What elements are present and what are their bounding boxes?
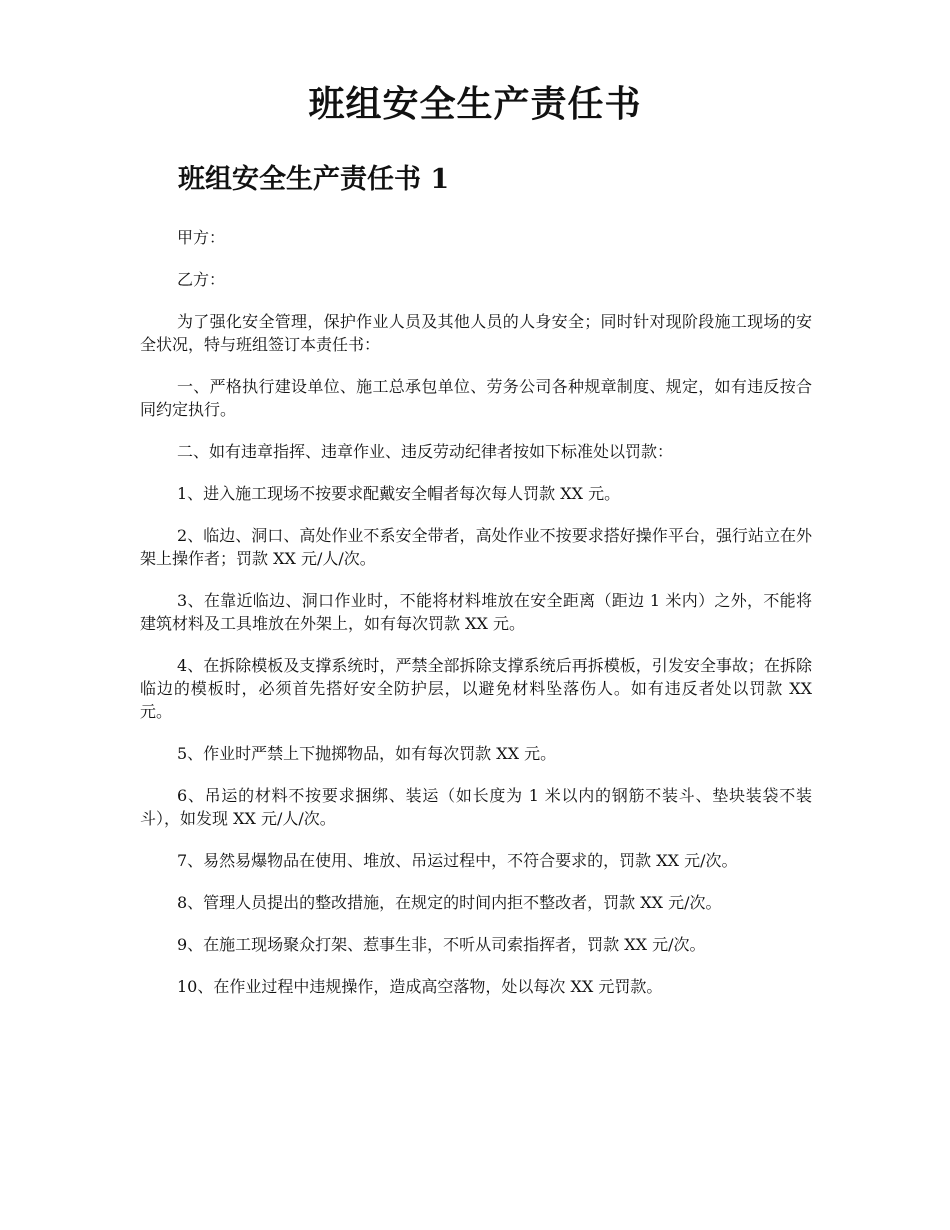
document-body [140, 226, 812, 1017]
party-a-line: 甲方： [177, 228, 226, 247]
party-b-line: 乙方： [177, 270, 226, 289]
penalty-item-2: 2、临边、洞口、高处作业不系安全带者，高处作业不按要求搭好操作平台，强行站立在外架上操作者；罚款 XX 元/人/次。 [140, 526, 812, 568]
section-title: 班组安全生产责任书 1 [178, 164, 450, 195]
clause-1-paragraph: 一、严格执行建设单位、施工总承包单位、劳务公司各种规章制度、规定，如有违反按合同约定执行。 [140, 377, 812, 419]
document-title: 班组安全生产责任书 [308, 83, 642, 125]
penalty-item-4: 4、在拆除模板及支撑系统时，严禁全部拆除支撑系统后再拆模板，引发安全事故；在拆除临边的模板时，必须首先搭好安全防护层，以避免材料坠落伤人。如有违反者处以罚款 XX 元。 [140, 656, 812, 721]
penalty-item-8: 8、管理人员提出的整改措施，在规定的时间内拒不整改者，罚款 XX 元/次。 [177, 893, 722, 912]
penalty-item-6: 6、吊运的材料不按要求捆绑、装运（如长度为 1 米以内的钢筋不装斗、垫块装袋不装斗），如发现 XX 元/人/次。 [140, 786, 812, 828]
penalty-item-9: 9、在施工现场聚众打架、惹事生非，不听从司索指挥者，罚款 XX 元/次。 [177, 935, 706, 954]
penalty-item-1: 1、进入施工现场不按要求配戴安全帽者每次每人罚款 XX 元。 [177, 484, 621, 503]
penalty-item-5: 5、作业时严禁上下抛掷物品，如有每次罚款 XX 元。 [177, 744, 557, 763]
intro-paragraph: 为了强化安全管理，保护作业人员及其他人员的人身安全；同时针对现阶段施工现场的安全状况，特与班组签订本责任书： [140, 312, 812, 354]
penalty-item-7: 7、易然易爆物品在使用、堆放、吊运过程中，不符合要求的，罚款 XX 元/次。 [177, 851, 738, 870]
penalty-item-3: 3、在靠近临边、洞口作业时，不能将材料堆放在安全距离（距边 1 米内）之外，不能将建筑材料及工具堆放在外架上，如有每次罚款 XX 元。 [140, 591, 812, 633]
penalty-item-10: 10、在作业过程中违规操作，造成高空落物，处以每次 XX 元罚款。 [177, 977, 663, 996]
clause-2-paragraph: 二、如有违章指挥、违章作业、违反劳动纪律者按如下标准处以罚款： [177, 442, 674, 461]
